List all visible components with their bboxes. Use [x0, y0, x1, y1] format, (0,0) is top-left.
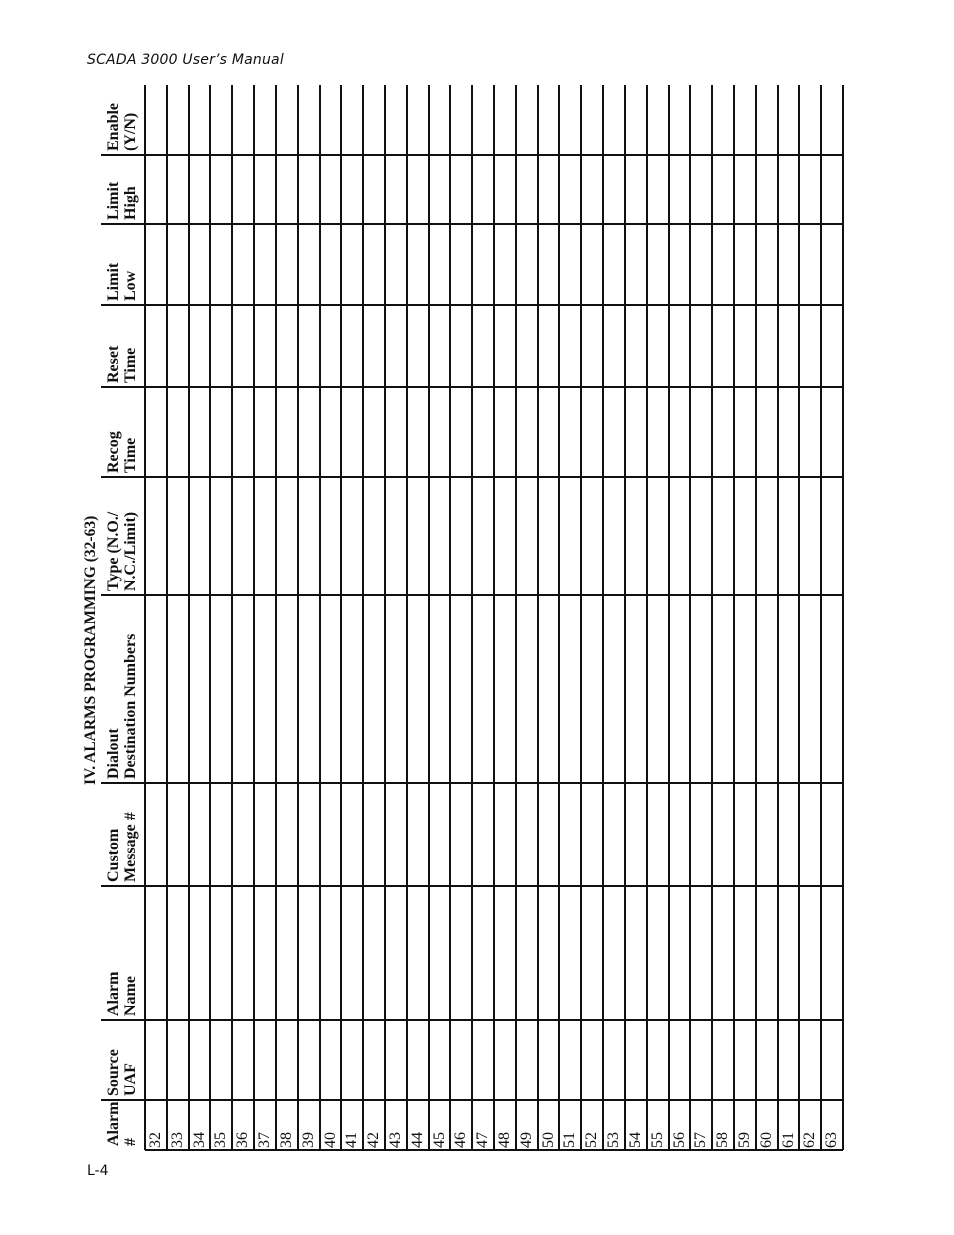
alarm-number: 59 [735, 1132, 753, 1148]
column-header-line1: Alarm [105, 971, 122, 1016]
alarm-number: 55 [648, 1132, 666, 1148]
column-header-line2: UAF [122, 1063, 139, 1096]
column-header [101, 155, 145, 224]
alarm-number: 52 [583, 1132, 601, 1148]
row-divider [406, 85, 408, 1150]
column-header [101, 387, 145, 477]
column-divider [145, 386, 843, 388]
column-divider [145, 1099, 843, 1101]
column-header-line2: High [122, 186, 139, 220]
column-header-line2: N.C./Limit) [122, 511, 139, 591]
row-divider [646, 85, 648, 1150]
row-divider [755, 85, 757, 1150]
running-head: SCADA 3000 User’s Manual [87, 52, 284, 68]
column-header-line2: Destination Numbers [122, 633, 139, 779]
alarm-number: 37 [256, 1132, 274, 1148]
alarm-number: 32 [147, 1132, 164, 1148]
column-header [101, 224, 145, 305]
row-divider [253, 85, 255, 1150]
row-divider [428, 85, 430, 1150]
row-divider [231, 85, 233, 1150]
column-header-line2: Time [122, 437, 139, 473]
row-divider [188, 85, 190, 1150]
row-divider [362, 85, 364, 1150]
column-header-line2: # [122, 1138, 139, 1146]
row-divider [777, 85, 779, 1150]
row-divider [515, 85, 517, 1150]
column-header [101, 85, 145, 155]
column-header [101, 595, 145, 783]
column-header-line1: Type (N.O./ [105, 511, 122, 591]
row-divider [537, 85, 539, 1150]
alarm-number: 38 [277, 1132, 295, 1148]
alarm-number: 36 [234, 1132, 252, 1148]
alarm-number: 42 [365, 1132, 383, 1148]
row-divider [384, 85, 386, 1150]
row-divider [711, 85, 713, 1150]
column-divider [145, 594, 843, 596]
column-header-line1: Limit [105, 181, 122, 220]
column-divider [145, 885, 843, 887]
column-header-line1: Dialout [105, 728, 122, 779]
alarm-number: 40 [321, 1132, 339, 1148]
alarm-number: 57 [692, 1132, 710, 1148]
row-divider [558, 85, 560, 1150]
alarm-number: 48 [496, 1132, 513, 1148]
row-divider [820, 85, 822, 1150]
column-divider [145, 154, 843, 156]
alarm-number: 45 [430, 1132, 448, 1148]
column-header-line2: Name [122, 976, 139, 1016]
alarm-number: 43 [386, 1132, 404, 1148]
row-divider [319, 85, 321, 1150]
column-header [101, 1020, 145, 1100]
column-header-line1: Limit [105, 262, 122, 301]
column-header-line1: Custom [105, 828, 122, 882]
column-header [101, 783, 145, 886]
column-header [101, 886, 145, 1020]
alarm-number: 33 [168, 1132, 186, 1148]
alarm-number: 35 [212, 1132, 230, 1148]
alarm-number: 51 [561, 1132, 579, 1148]
row-divider [275, 85, 277, 1150]
column-header-line1: Enable [105, 102, 122, 151]
alarm-number: 58 [714, 1132, 732, 1148]
row-divider [449, 85, 451, 1150]
alarm-number: 63 [823, 1132, 841, 1148]
alarm-number: 49 [517, 1132, 535, 1148]
alarm-number: 46 [452, 1132, 470, 1148]
row-divider [624, 85, 626, 1150]
alarm-number: 50 [539, 1132, 557, 1148]
row-divider [733, 85, 735, 1150]
row-divider [166, 85, 168, 1150]
row-divider [297, 85, 299, 1150]
row-divider [689, 85, 691, 1150]
alarm-number: 47 [474, 1132, 492, 1148]
column-header-line1: Alarm [105, 1101, 122, 1146]
column-divider [145, 476, 843, 478]
column-divider [145, 223, 843, 225]
row-divider [842, 85, 844, 1150]
row-divider [340, 85, 342, 1150]
column-header-line2: Low [122, 270, 139, 301]
column-divider [145, 1019, 843, 1021]
column-header-line1: Reset [105, 345, 122, 383]
row-divider [602, 85, 604, 1150]
page-folio: L-4 [87, 1163, 109, 1179]
alarm-number: 61 [779, 1132, 797, 1148]
alarm-number: 54 [626, 1132, 644, 1148]
column-header-line2: Time [122, 347, 139, 383]
row-divider [668, 85, 670, 1150]
column-header [101, 1100, 145, 1150]
row-divider [209, 85, 211, 1150]
alarm-number: 62 [801, 1132, 819, 1148]
alarm-number: 44 [408, 1132, 426, 1148]
alarm-number: 41 [343, 1132, 361, 1148]
row-divider [471, 85, 473, 1150]
column-header [101, 305, 145, 387]
column-divider [145, 1149, 843, 1151]
column-divider [145, 304, 843, 306]
column-header-line1: Recog [105, 431, 122, 473]
form-title: IV. ALARMS PROGRAMMING (32-63) [82, 515, 99, 785]
column-header [101, 477, 145, 595]
row-divider [493, 85, 495, 1150]
alarm-number: 60 [757, 1132, 775, 1148]
row-divider [580, 85, 582, 1150]
alarm-number: 53 [605, 1132, 623, 1148]
alarm-number: 56 [670, 1132, 688, 1148]
column-header-line1: Source [105, 1049, 122, 1096]
column-header-line2: (Y/N) [122, 112, 139, 151]
row-divider [798, 85, 800, 1150]
alarm-number: 34 [190, 1132, 208, 1148]
column-header-line2: Message # [122, 812, 139, 882]
column-divider [145, 782, 843, 784]
alarm-number: 39 [299, 1132, 317, 1148]
